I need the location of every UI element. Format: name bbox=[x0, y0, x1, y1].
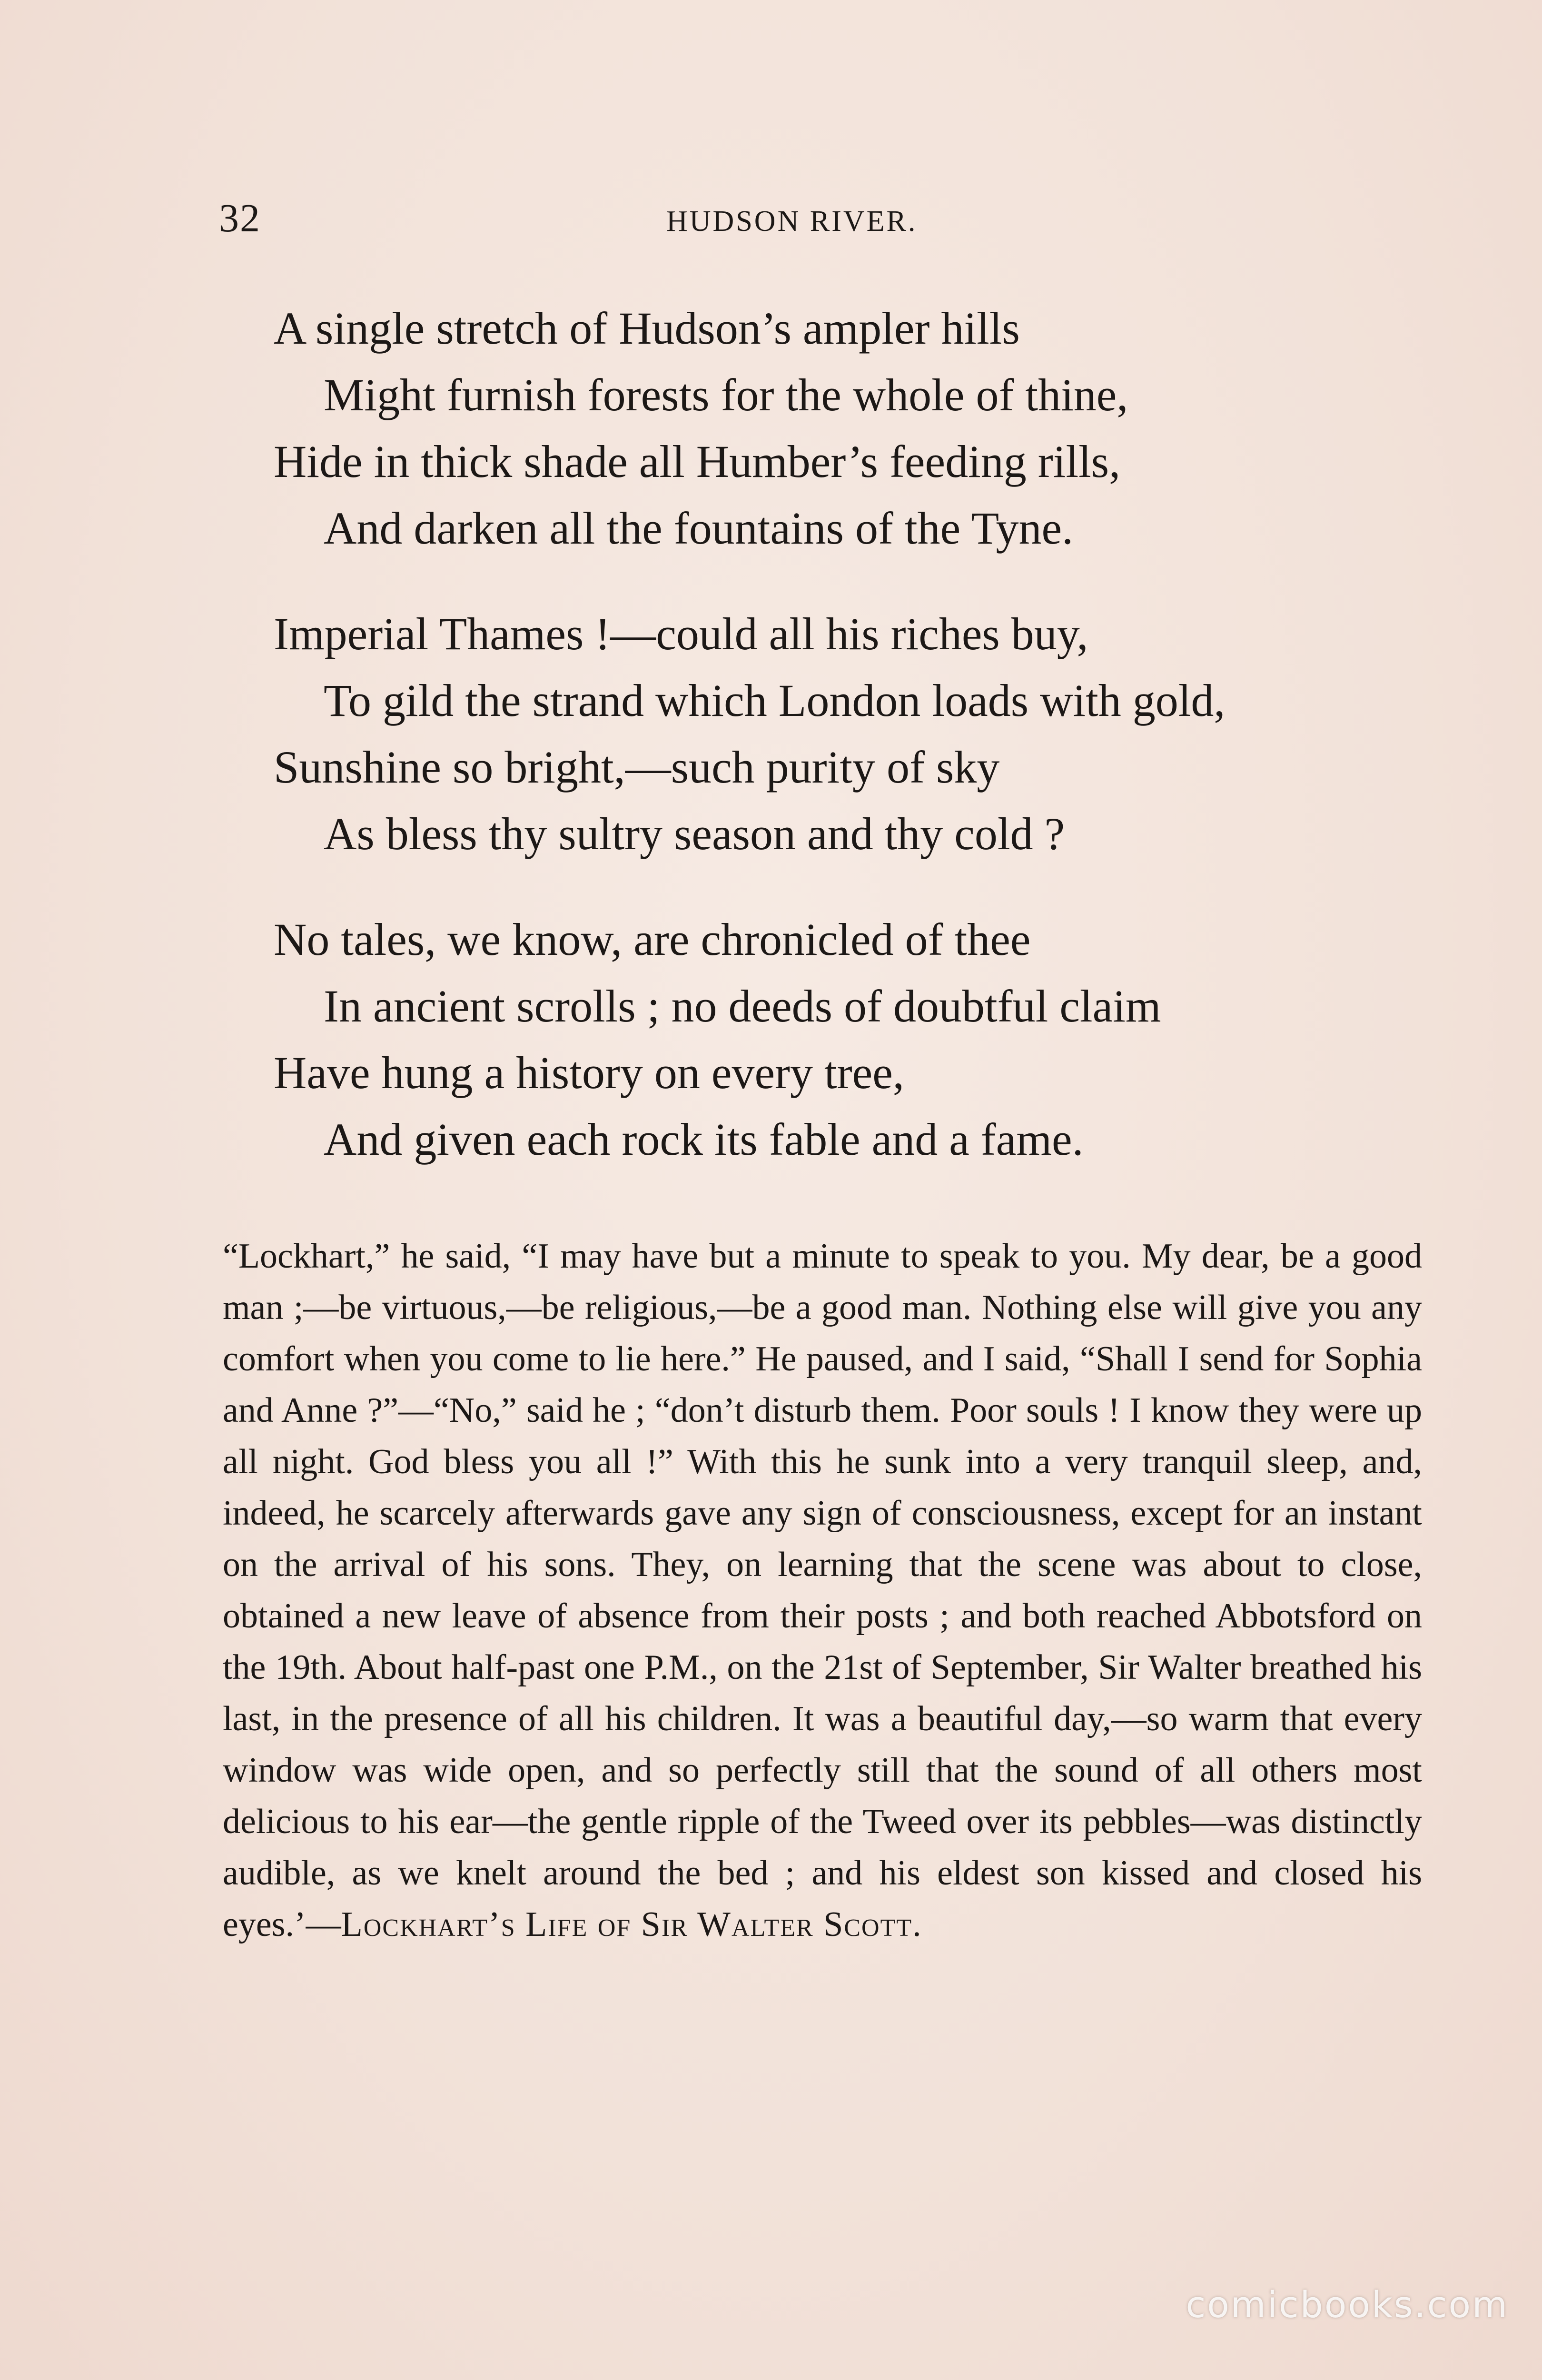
running-title: HUDSON RIVER. bbox=[666, 205, 918, 238]
stanza-1 bbox=[274, 295, 1416, 562]
verse-line: Imperial Thames !—could all his riches buy, bbox=[274, 608, 1088, 659]
verse-line: And given each rock its fable and a fame. bbox=[324, 1114, 1084, 1165]
verse-line: Hide in thick shade all Humber’s feeding rills, bbox=[274, 436, 1121, 487]
running-head bbox=[219, 195, 1409, 248]
verse-line: A single stretch of Hudson’s ampler hills bbox=[274, 303, 1020, 354]
poem bbox=[274, 295, 1416, 1212]
verse-line: Sunshine so bright,—such purity of sky bbox=[274, 742, 1000, 793]
stanza-2 bbox=[274, 601, 1416, 867]
verse-line: Have hung a history on every tree, bbox=[274, 1047, 904, 1098]
verse-line: No tales, we know, are chronicled of thee bbox=[274, 914, 1031, 965]
page-number: 32 bbox=[219, 196, 261, 240]
watermark: comicbooks.com bbox=[1186, 2283, 1509, 2326]
verse-line: As bless thy sultry season and thy cold ? bbox=[324, 808, 1065, 859]
verse-line: Might furnish forests for the whole of thine, bbox=[324, 369, 1128, 420]
verse-line: And darken all the fountains of the Tyne. bbox=[324, 503, 1074, 554]
verse-line: To gild the strand which London loads with gold, bbox=[324, 675, 1226, 726]
prose-note bbox=[223, 1230, 1422, 1950]
note-attribution: Lockhart’s Life of Sir Walter Scott. bbox=[341, 1905, 922, 1944]
verse-line: In ancient scrolls ; no deeds of doubtful claim bbox=[324, 981, 1161, 1031]
stanza-3 bbox=[274, 906, 1416, 1173]
note-text: “Lockhart,” he said, “I may have but a minute to speak to you. My dear, be a good man ;—be virtuous,—be religious,—be a good man. Nothing else will give you any comfort when you come to lie here.” He paused, and I said, “Shall I send for Sophia and Anne ?”—“No,” said he ; “don’t disturb them. Poor souls ! I know they were up all night. God bless you all !” With this he sunk into a very tranquil sleep, and, indeed, he scarcely afterwards gave any sign of consciousness, except for an instant on the arrival of his sons. They, on learning that the scene was about to close, obtained a new leave of absence from their posts ; and both reached Abbotsford on the 19th. About half-past one P.M., on the 21st of September, Sir Walter breathed his last, in the presence of all his children. It was a beautiful day,—so warm that every window was wide open, and so perfectly still that the sound of all others most delicious to his ear—the gentle ripple of the Tweed over its pebbles—was distinctly audible, as we knelt around the bed ; and his eldest son kissed and closed his eyes.’— bbox=[223, 1237, 1422, 1944]
